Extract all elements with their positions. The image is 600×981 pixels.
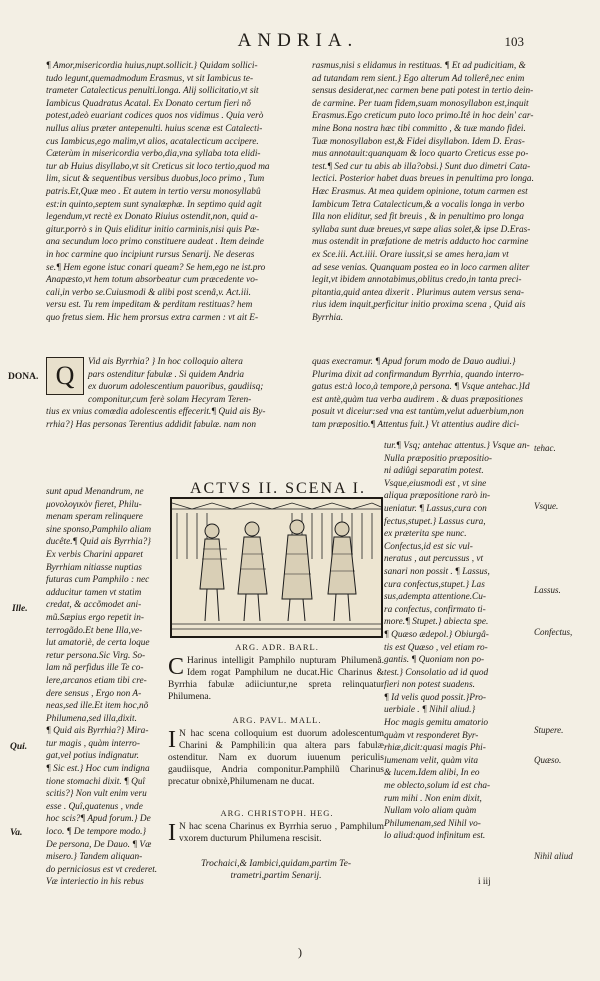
commentary-line: esse . Quî,quatenus , vnde [46,801,143,812]
commentary-line: rius idem inquit,perficitur initio proxima scena , Quid ais [312,300,526,311]
marginal-gloss-antehac: tehac. [534,443,556,453]
commentary-line: ¶ Amor,misericordia huius,nupt.sollicit.} Quidam sollici- [46,61,258,71]
commentary-line: Tuæ monosyllabon est,& Fidei disyllabon. Idem D. Eras- [312,136,525,147]
signature-mark: i iij [478,877,491,887]
commentary-line: misero.} Tandem aliquan- [46,852,143,863]
commentary-line: sine sponso,Pamphilo aliam [46,524,152,535]
commentary-line: tur magis , quàm interro- [46,738,140,749]
commentary-line: lim, sicut & sequentibus versibus duobus,loco primo , Tum [46,174,265,185]
margin-note-va: Va. [10,828,23,838]
marginal-gloss-quaeso: Quæso. [534,755,562,765]
argument-meter-line-1: Trochaici,& Iambici,quidam,partim Te- [201,859,351,869]
commentary-line: Anapæsto,vt hem totum absorbeatur cum præcedente vo- [46,275,258,286]
commentary-line: de carmine. Per tuam fidem,suam monosyllabon est,inquit [312,98,529,109]
commentary-line: menam speram relinquere [46,512,143,523]
commentary-line: patris.Et,Quæ meo . Et autem in tertio versu monosyllabû [46,186,261,197]
commentary-line: gat,vel potius indignatur. [46,751,139,762]
marginal-gloss-lassus: Lassus. [534,585,561,595]
commentary-mid-left [46,356,286,432]
argument-text-3 [168,821,384,845]
commentary-line: futuras cum Pamphilo : nec [46,575,150,586]
commentary-line: Iambicum Tetra Catalecticum,& a vocalis longa in verbo [312,199,525,210]
commentary-line: quo fretus siem. Hic hem prorsus extra carmen : vt ait E- [46,312,259,323]
commentary-line: ra confectus, confirmato ti- [384,604,486,615]
commentary-line: hoc scis?¶ Apud forum.} De [46,814,151,825]
commentary-line: lo aliud:quod infinitum est. [384,831,486,842]
commentary-line: pars ostenditur fabulæ . Si quidem Andria [88,369,245,380]
argument-body-1: Harinus intelligit Pamphilo nupturam Philumenã. Idem rogat Pamphilum ne ducat.Hic Charinus & Byrrhia fabulæ adiiciuntur,ne spreta relinquatur Philumena. [168,656,384,702]
commentary-line: lere,arcanos etiam tibi cre- [46,675,147,686]
commentary-line: mus ostendit in præfatione de metris adducto hoc carmine [312,237,529,248]
commentary-line: dere sensus , Ergo non A- [46,688,142,699]
commentary-line: rum mihi . Non enim dixit, [384,793,482,804]
commentary-line: legendum,vt rectè ex Donato Riuius ostendit,non, quid a- [46,212,258,223]
commentary-line: tur.¶ Vsq; antehac attentus.} Vsque an- [384,441,530,451]
commentary-line: Erasmus.Ego creticum puto loco primo.Itê in hoc dein' car- [312,111,534,122]
argument-body-2: N hac scena colloquium est duorum adolescentum Charini & Pamphili:in qua altera pars fabulæ ostenditur. Nam ex duorum iuuenum periculis gaudiisque, Andria componitur.Pamphilũ Charinus precatur obnixè,Philumenam ne ducat. [168,729,384,787]
commentary-line: pitantia,quid antea dixerit . Plurimus autem versus sena- [312,287,524,298]
commentary-line: est:in quinto,septem sunt synalœphæ. In septimo quid agit [46,199,262,210]
argument-heading-3: ARG. CHRISTOPH. HEG. [220,808,334,818]
commentary-line: Cæterùm in misericordia verbo,dia,vna syllaba tota elidi- [46,149,261,160]
commentary-line: Philumenam,sed Nihil vo- [384,818,481,829]
commentary-line: Byrrhiam nitiasse nuptias [46,562,142,573]
argument-initial-2: I [168,727,176,753]
commentary-line: syllaba sunt duæ breues,vt sæpe alias solet,& ipse D.Eras- [312,224,531,235]
argument-meter-line-2: trametri,partim Senarij. [230,871,322,881]
commentary-line: rhiæ,dicit:quasi magis Phi- [384,743,486,754]
commentary-line: tione stomachi dixit. ¶ Quî [46,776,146,787]
commentary-line: tam præpositio.¶ Attentus fuit.} Vt attentius audire dici- [312,419,520,430]
commentary-line: Plurima dixit ad confirmandum Byrrhia, quando interro- [312,369,525,380]
commentary-line: Ex verbis Charini apparet [46,549,144,560]
commentary-line: Byrrhia. [312,312,344,323]
commentary-line: mine Bona nostra hæc tibi committo , & tuæ mando fidei. [312,123,526,134]
commentary-line: tur ab Huius disyllabo,vt sit Creticus sit loco tertio,quod ma [46,161,270,172]
commentary-line: sensus desiderat,nec carmen bene pati potest in tertio dein- [312,86,534,97]
commentary-line: Iambicus Quadratus Acatal. Ex Donato certum fieri nõ [46,98,251,109]
commentary-line: trameter Catalecticus penulti.longa. Alij sollicitatio,vt sit [46,86,259,97]
marginal-gloss-stupere: Stupere. [534,725,564,735]
commentary-line: se.¶ Hem egone istuc conari queam? Se hem,ego ne ist.pro [46,262,266,273]
commentary-line: ¶ Id velis quod possit.}Pro- [384,692,486,703]
commentary-line: ¶ Quid ais Byrrhia?} Mira- [46,726,149,737]
argument-heading-2: ARG. PAVL. MALL. [232,715,322,725]
commentary-line: legit,vt ibidem annotabimus,oblitus credo,in tanta preci- [312,275,522,286]
commentary-right-narrow [384,440,534,843]
commentary-line: aliqua præpositione rarò in- [384,491,491,502]
commentary-line: cus Iambicus,ego malim,vt alios, acatalecticum accipere. [46,136,259,147]
argument-body-3: N hac scena Charinus ex Byrrhia seruo , Pamphilum vxorem ducturum Philumena rescisit. [179,822,384,844]
commentary-line: tius ex vnius comœdia adolescentis effecerit.¶ Quid ais By- [46,407,266,418]
commentary-line: gantis. ¶ Quoniam non po- [384,655,485,666]
commentary-line: sus,adempta attentione.Cu- [384,592,486,603]
commentary-line: ¶ Quæso ædepol.} Obiurgâ- [384,629,489,640]
commentary-line: cura confectus,stupet.} Las [384,579,485,590]
margin-note-qui: Qui. [10,742,28,752]
commentary-line: & lucem.Idem alibi, In eo [384,768,480,779]
woodcut-illustration [170,497,383,638]
commentary-line: Confectus,id est sic vul- [384,541,473,552]
argument-text-1 [168,655,384,703]
commentary-line: scitis?} Non vult enim veru [46,789,147,800]
commentary-line: mus annotauit:quanquam & loco quarto Creticus esse po- [312,149,529,160]
commentary-line: ex præterita spe nunc. [384,529,467,540]
commentary-line: neratus , aut percussus , vt [384,554,484,565]
commentary-line: Vid ais Byrrhia? } In hoc colloquio altera [88,357,243,367]
commentary-top-right [312,60,562,324]
commentary-line: retur persona.Sic Virg. So- [46,650,146,661]
commentary-mid-right [312,356,562,432]
commentary-line: ducête.¶ Quid ais Byrrhia?} [46,537,151,548]
commentary-line: componitur,cum ferè solam Hecyram Teren- [88,394,252,405]
commentary-line: De persona, De Dauo. ¶ Væ [46,839,152,850]
argument-initial-3: I [168,820,176,846]
commentary-line: ex duorum adolescentium pauoribus, gaudiisq; [88,382,264,393]
margin-note-ille: Ille. [12,604,28,614]
commentary-line: more.¶ Stupet.} abiecta spe. [384,617,489,628]
commentary-line: tudo legunt,quemadmodum Erasmus, vt sit Iambicus te- [46,73,254,84]
commentary-line: loco. ¶ De tempore modo.} [46,827,147,838]
commentary-line: neas,sed ille.Et item hoc,nõ [46,701,149,712]
commentary-line: in hoc carmine quo incipiunt rursus Senarij. Ne deseras [46,249,255,260]
commentary-line: credat, & accõmodet ani- [46,600,142,611]
commentary-line: terrogãdo.Et bene Illa,ve- [46,625,143,636]
commentary-line: Nullam volo aliam quàm [384,806,477,817]
argument-text-2 [168,728,384,788]
commentary-line: Philumena,sed illa,dixit. [46,713,137,724]
marginal-gloss-nihil: Nihil aliud [534,851,573,861]
commentary-line: ana secundum loco primo constituere audeat . Item deinde [46,237,264,248]
commentary-line: Hæc Erasmus. At mea quidem opinione, totum carmen est [312,186,528,197]
commentary-top-left [46,60,301,324]
commentary-line: tis est Quæso , vel etiam ro- [384,642,488,653]
commentary-line: quas execramur. ¶ Apud forum modo de Dauo audiui.} [312,357,516,367]
commentary-line: test.} Consolatio ad id quod [384,667,489,678]
act-scene-title: ACTVS II. SCENA I. [189,480,366,497]
commentary-line: gatus est:à loco,à tempore,à persona. ¶ Vsque antehac.}Id [312,382,530,393]
commentary-line: ni adiûgi separatim potest. [384,466,484,477]
commentary-line: μονολογικὸν fieret, Philu- [46,499,142,510]
argument-meter-note [168,858,384,882]
commentary-line: Væ interiectio in his rebus [46,877,144,888]
commentary-line: fieri non potest suadens. [384,680,475,691]
commentary-line: adducitur tamen vt statim [46,587,142,598]
commentary-line: versu est. Tu rem impeditam & perditam restituas? hem [46,300,253,311]
commentary-line: ad sese venias. Quanquam postea eo in loco carmen aliter [312,262,530,273]
commentary-line: ueniatur. ¶ Lassus,cura con [384,503,487,514]
commentary-line: fectus,stupet.} Lassus cura, [384,516,486,527]
commentary-line: potest,adeò euariant codices quos nos vidimus . Quia verò [46,111,264,122]
commentary-line: Vsque,eiusmodi est , vt sine [384,478,487,489]
commentary-line: mũ.Sæpius ergo repetit in- [46,612,144,623]
commentary-line: cali,in verbo se.Cuiusmodi & alibi post scenâ,v. Act.iii. [46,287,251,298]
commentary-line: lam nã perfidus ille Te co- [46,663,144,674]
commentary-line: Nulla præpositio præpositio- [384,453,492,464]
commentary-line: test.¶ Sed cur tu abis ab illa?obsi.} Sunt duo dimetri Cata- [312,161,531,172]
commentary-line: rrhia?} Has personas Terentius addidit fabulæ. nam non [46,419,256,430]
commentary-line: me oblecto,solum id est cha- [384,781,491,792]
page-number: 103 [504,34,524,49]
commentary-line: lut amatoriè, de certa loque [46,638,150,649]
commentary-line: ad tutandam rem sient.} Ego alterum Ad tollerê,nec enim [312,73,525,84]
commentary-line: quàm vt responderet Byr- [384,730,479,741]
decorated-initial: Q [46,357,84,395]
commentary-line: ex Sce.iii. Act.iiii. Orare iussit,si se ames hera,iam vt [312,249,509,260]
commentary-line: est antè,quàm tua verba audirem . & duas præpositiones [312,394,523,405]
commentary-line: sunt apud Menandrum, ne [46,487,144,497]
commentary-line: posuit vt diceiur:sed vna est tantùm,velut aduerbium,non [312,407,524,418]
commentary-line: nullus alius præter antepenulti. huius scenæ est Catalecti- [46,123,263,134]
commentary-line: sanari non possit . ¶ Lassus, [384,566,490,577]
marginal-gloss-vsque: Vsque. [534,501,559,511]
commentary-line: ¶ Sic est.} Hoc cum indigna [46,764,150,775]
woodcut-scene-figures [172,499,381,636]
commentary-line: Illa non eliditur, sed fit breuis , & in penultimo pro longa [312,212,524,223]
commentary-line: lectici. Posterior habet duas breues in penultima pro longa. [312,174,534,185]
commentary-line: uerbiale . ¶ Nihil aliud.} [384,705,476,716]
commentary-line: Hoc magis gemitu amatorio [384,718,489,729]
argument-initial-1: C [168,654,185,680]
commentary-line: do perniciosus est vt crederet. [46,864,158,875]
commentary-line: lumenam velit, quàm vita [384,755,478,766]
margin-note-dona: DONA. [8,372,39,382]
bottom-mark: ) [298,945,302,959]
commentary-left-narrow [46,486,164,889]
marginal-gloss-confectus: Confectus, [534,627,573,637]
argument-heading-1: ARG. ADR. BARL. [235,642,319,652]
commentary-line: rasmus,nisi s elidamus in restituas. ¶ Et ad pudicitiam, & [312,61,526,71]
page-header-title: ANDRIA. [237,30,359,51]
commentary-line: gitur.porrò s in Quis eliditur initio carminis,nisi quis Pæ- [46,224,260,235]
